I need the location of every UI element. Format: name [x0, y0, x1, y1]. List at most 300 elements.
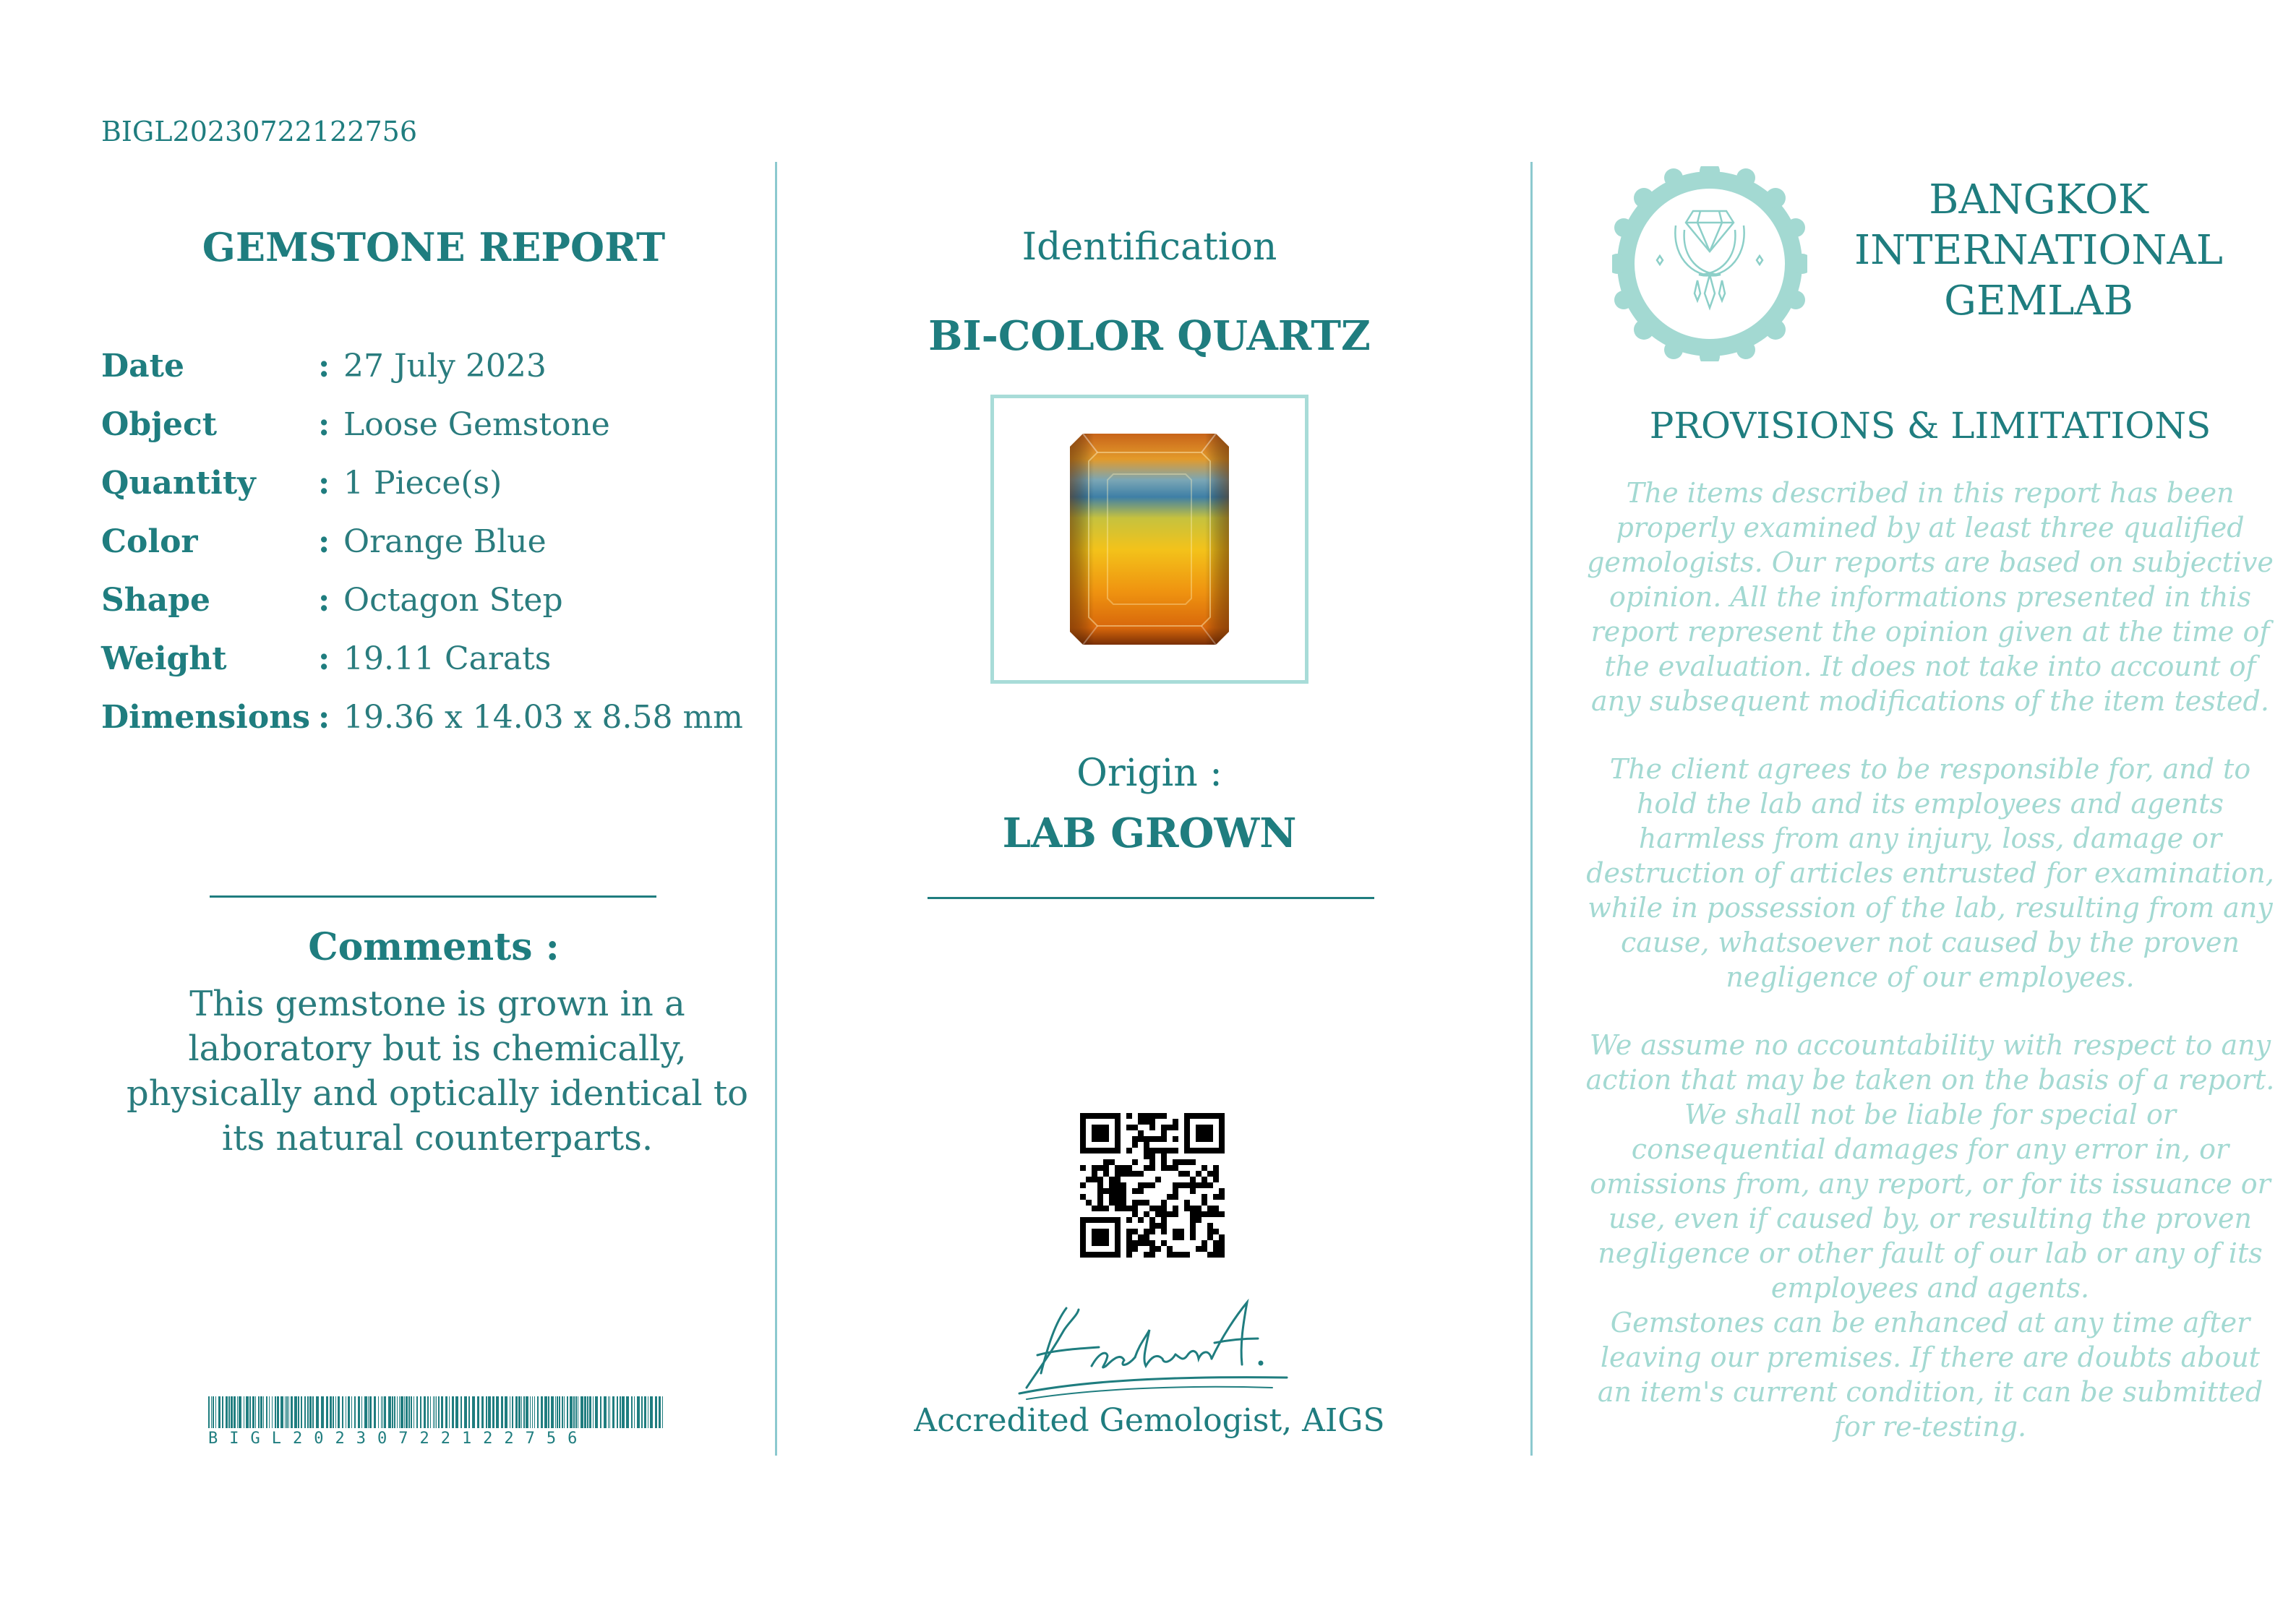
qr-module	[1115, 1182, 1121, 1188]
field-value: 19.11 Carats	[343, 640, 552, 677]
qr-module	[1149, 1252, 1155, 1258]
barcode-bar	[369, 1396, 372, 1428]
qr-module	[1115, 1171, 1121, 1177]
field-separator: :	[318, 348, 330, 384]
barcode-bar	[637, 1396, 640, 1428]
qr-module	[1190, 1188, 1196, 1194]
qr-module	[1201, 1177, 1207, 1182]
barcode-bar	[404, 1396, 405, 1428]
barcode-bar	[441, 1396, 443, 1428]
barcode-bar	[496, 1396, 499, 1428]
qr-module	[1149, 1240, 1155, 1246]
qr-module	[1138, 1200, 1144, 1206]
qr-module	[1126, 1252, 1132, 1258]
qr-module	[1121, 1182, 1126, 1188]
barcode-bar	[309, 1396, 312, 1428]
qr-module	[1144, 1136, 1149, 1142]
qr-module	[1138, 1119, 1144, 1125]
barcode-bar	[394, 1396, 395, 1428]
barcode-text: BIGL20230722122756	[208, 1430, 589, 1448]
qr-module	[1092, 1165, 1097, 1171]
qr-module	[1167, 1125, 1173, 1130]
qr-module	[1155, 1136, 1161, 1142]
qr-module	[1201, 1200, 1207, 1206]
qr-module	[1178, 1171, 1184, 1177]
qr-module	[1196, 1182, 1201, 1188]
barcode-bar	[213, 1396, 214, 1428]
barcode-bar	[481, 1396, 484, 1428]
qr-module	[1219, 1188, 1225, 1194]
qr-module	[1155, 1148, 1161, 1153]
barcode-bar	[301, 1396, 302, 1428]
qr-module	[1138, 1136, 1144, 1142]
qr-module	[1115, 1194, 1121, 1200]
barcode-bar	[208, 1396, 210, 1428]
barcode-bar	[544, 1396, 547, 1428]
barcode-bar	[280, 1396, 283, 1428]
barcode-bar	[368, 1396, 369, 1428]
barcode-bar	[226, 1396, 228, 1428]
barcode-bar	[523, 1396, 525, 1428]
qr-module	[1132, 1206, 1138, 1211]
barcode-bar	[298, 1396, 299, 1428]
qr-module	[1190, 1211, 1196, 1217]
qr-module	[1161, 1165, 1167, 1171]
qr-module	[1161, 1113, 1167, 1119]
qr-module	[1149, 1153, 1155, 1159]
barcode-bar	[269, 1396, 270, 1428]
qr-module	[1161, 1211, 1167, 1217]
qr-module	[1213, 1177, 1219, 1182]
barcode-bar	[655, 1396, 657, 1428]
barcode-bar	[215, 1396, 216, 1428]
barcode-bar	[445, 1396, 447, 1428]
qr-module	[1213, 1171, 1219, 1177]
qr-module	[1138, 1217, 1144, 1223]
qr-module	[1161, 1125, 1167, 1130]
qr-module	[1196, 1171, 1201, 1177]
barcode-bar	[557, 1396, 558, 1428]
qr-module	[1196, 1206, 1201, 1211]
field-row-quantity	[101, 462, 502, 505]
qr-module	[1080, 1194, 1086, 1200]
barcode-bar	[400, 1396, 403, 1428]
barcode-bar	[260, 1396, 262, 1428]
barcode-bar	[424, 1396, 426, 1428]
barcode-bar	[397, 1396, 398, 1428]
barcode-bar	[617, 1396, 618, 1428]
barcode-bar	[492, 1396, 494, 1428]
barcode-bar	[512, 1396, 513, 1428]
barcode-bar	[342, 1396, 343, 1428]
qr-module	[1167, 1148, 1173, 1153]
qr-module	[1190, 1217, 1196, 1223]
barcode-bar	[416, 1396, 418, 1428]
comments-divider	[210, 895, 656, 898]
qr-module	[1144, 1153, 1149, 1159]
barcode-bar	[388, 1396, 391, 1428]
qr-module	[1144, 1240, 1149, 1246]
qr-module	[1155, 1206, 1161, 1211]
qr-module	[1219, 1234, 1225, 1240]
qr-module	[1144, 1211, 1149, 1217]
qr-module	[1149, 1217, 1155, 1223]
barcode-bar	[420, 1396, 421, 1428]
barcode-bar	[211, 1396, 212, 1428]
qr-module	[1201, 1165, 1207, 1171]
qr-module	[1121, 1188, 1126, 1194]
qr-module	[1138, 1171, 1144, 1177]
qr-module	[1132, 1229, 1138, 1234]
qr-module	[1213, 1211, 1219, 1217]
qr-module	[1121, 1194, 1126, 1200]
barcode-bar	[608, 1396, 609, 1428]
qr-module	[1149, 1246, 1155, 1252]
barcode-bar	[455, 1396, 458, 1428]
qr-module	[1190, 1159, 1196, 1165]
barcode-bar	[584, 1396, 586, 1428]
barcode-bar	[408, 1396, 410, 1428]
qr-module	[1167, 1165, 1173, 1171]
qr-module	[1109, 1188, 1115, 1194]
qr-module	[1173, 1229, 1178, 1234]
field-value: Loose Gemstone	[343, 406, 610, 443]
qr-module	[1132, 1125, 1138, 1130]
qr-module	[1207, 1234, 1213, 1240]
barcode-bar	[234, 1396, 236, 1428]
column-divider-left	[775, 162, 777, 1456]
barcode-bar	[620, 1396, 621, 1428]
qr-module	[1126, 1234, 1132, 1240]
field-separator: :	[318, 640, 330, 677]
qr-module	[1207, 1206, 1213, 1211]
qr-module	[1219, 1211, 1225, 1217]
qr-module	[1132, 1142, 1138, 1148]
origin-value: LAB GROWN	[1002, 809, 1297, 857]
gemologist-caption: Accredited Gemologist, AIGS	[914, 1402, 1385, 1439]
qr-module	[1173, 1159, 1178, 1165]
qr-module	[1207, 1229, 1213, 1234]
qr-module	[1121, 1206, 1126, 1211]
qr-module	[1201, 1182, 1207, 1188]
qr-module	[1161, 1229, 1167, 1234]
barcode-bar	[384, 1396, 386, 1428]
barcode-bar	[438, 1396, 440, 1428]
lab-name-line: BANGKOK	[1929, 176, 2149, 223]
qr-module	[1207, 1211, 1213, 1217]
barcode-bar	[581, 1396, 583, 1428]
comments-text: This gemstone is grown in a laboratory but is chemically, physically and optically identical to its natural counterparts.	[126, 984, 748, 1159]
qr-module	[1144, 1229, 1149, 1234]
qr-module	[1190, 1229, 1196, 1234]
qr-module	[1115, 1188, 1121, 1194]
qr-module	[1178, 1252, 1184, 1258]
qr-module	[1184, 1171, 1190, 1177]
qr-module	[1109, 1200, 1115, 1206]
barcode-bar	[555, 1396, 556, 1428]
barcode-bar	[626, 1396, 629, 1428]
barcode-bar	[464, 1396, 467, 1428]
barcode-bar	[634, 1396, 635, 1428]
signature	[998, 1286, 1301, 1402]
qr-module	[1086, 1200, 1092, 1206]
qr-module	[1173, 1136, 1178, 1142]
barcode-bar	[570, 1396, 573, 1428]
barcode-bar	[231, 1396, 233, 1428]
qr-module	[1086, 1177, 1092, 1182]
qr-module	[1190, 1182, 1196, 1188]
gemstone-image	[1063, 431, 1236, 648]
qr-module	[1103, 1206, 1109, 1211]
barcode-bar	[434, 1396, 435, 1428]
barcode-bar	[291, 1396, 293, 1428]
barcode-bar	[304, 1396, 306, 1428]
qr-module	[1178, 1159, 1184, 1165]
qr-module	[1173, 1182, 1178, 1188]
identification-label: Identification	[1021, 225, 1277, 269]
qr-module	[1155, 1113, 1161, 1119]
qr-module	[1138, 1113, 1144, 1119]
field-label: Date	[101, 348, 184, 384]
barcode-bar	[505, 1396, 507, 1428]
qr-module	[1196, 1246, 1201, 1252]
barcode-bar	[275, 1396, 276, 1428]
barcode-bar	[307, 1396, 309, 1428]
qr-module	[1155, 1211, 1161, 1217]
barcode-bar	[477, 1396, 479, 1428]
barcode-bar	[562, 1396, 563, 1428]
field-value: Orange Blue	[343, 523, 547, 560]
barcode-bar	[378, 1396, 379, 1428]
qr-module	[1132, 1211, 1138, 1217]
lab-name-line: INTERNATIONAL	[1854, 227, 2223, 274]
barcode-bar	[333, 1396, 334, 1428]
barcode-bar	[551, 1396, 554, 1428]
qr-module	[1184, 1252, 1190, 1258]
barcode-bar	[252, 1396, 254, 1428]
qr-module	[1144, 1113, 1149, 1119]
qr-module	[1138, 1240, 1144, 1246]
qr-module	[1144, 1200, 1149, 1206]
field-label: Quantity	[101, 465, 256, 502]
qr-module	[1213, 1165, 1219, 1171]
qr-code	[1080, 1113, 1225, 1258]
qr-module	[1161, 1130, 1167, 1136]
field-row-object	[101, 403, 610, 447]
field-value: Octagon Step	[343, 582, 563, 619]
barcode-bar	[218, 1396, 220, 1428]
barcode-bar	[501, 1396, 503, 1428]
barcode-bar	[575, 1396, 577, 1428]
qr-module	[1097, 1188, 1103, 1194]
qr-module	[1173, 1211, 1178, 1217]
qr-module	[1115, 1206, 1121, 1211]
field-label: Dimensions	[101, 699, 311, 736]
qr-module	[1149, 1113, 1155, 1119]
qr-module	[1121, 1200, 1126, 1206]
qr-module	[1097, 1177, 1103, 1182]
comments-title: Comments :	[308, 925, 560, 969]
barcode-bar	[532, 1396, 533, 1428]
barcode-bar	[518, 1396, 521, 1428]
field-separator: :	[318, 465, 330, 502]
report-number: BIGL20230722122756	[101, 116, 417, 147]
barcode-bar	[222, 1396, 223, 1428]
qr-module	[1219, 1194, 1225, 1200]
qr-module	[1190, 1206, 1196, 1211]
qr-module	[1213, 1206, 1219, 1211]
qr-module	[1109, 1194, 1115, 1200]
qr-module	[1126, 1113, 1132, 1119]
qr-module	[1126, 1240, 1132, 1246]
qr-module	[1184, 1206, 1190, 1211]
qr-module	[1126, 1148, 1132, 1153]
barcode-bar	[641, 1396, 643, 1428]
provisions-paragraph: We assume no accountability with respect to any action that may be taken on the basis of a report. We shall not be liable for special or consequential damages for any error in, or omissions from, any report, or for its issuance or use, even if caused by, or resulting the proven negligence or other fault of our lab or any of its employees and agents.	[1585, 1029, 2275, 1304]
qr-module	[1132, 1136, 1138, 1142]
qr-module	[1132, 1246, 1138, 1252]
qr-module	[1161, 1153, 1167, 1159]
qr-module	[1126, 1125, 1132, 1130]
qr-module	[1132, 1171, 1138, 1177]
qr-module	[1173, 1165, 1178, 1171]
qr-module	[1092, 1177, 1097, 1182]
qr-module	[1103, 1171, 1109, 1177]
barcode-bar	[433, 1396, 434, 1428]
barcode-bar	[609, 1396, 610, 1428]
qr-module	[1149, 1182, 1155, 1188]
barcode-bar	[312, 1396, 314, 1428]
qr-module	[1213, 1252, 1219, 1258]
barcode-bar	[436, 1396, 437, 1428]
qr-module	[1173, 1206, 1178, 1211]
qr-module	[1173, 1252, 1178, 1258]
qr-module	[1126, 1171, 1132, 1177]
qr-finder	[1092, 1125, 1109, 1142]
qr-module	[1173, 1119, 1178, 1125]
qr-module	[1173, 1125, 1178, 1130]
qr-module	[1184, 1200, 1190, 1206]
barcode-bar	[228, 1396, 230, 1428]
qr-module	[1144, 1165, 1149, 1171]
barcode-bar	[237, 1396, 238, 1428]
barcode-bar	[486, 1396, 487, 1428]
qr-module	[1138, 1182, 1144, 1188]
field-value: 1 Piece(s)	[343, 465, 502, 502]
barcode-bar	[382, 1396, 383, 1428]
barcode-bar	[258, 1396, 260, 1428]
qr-module	[1121, 1165, 1126, 1171]
qr-module	[1132, 1188, 1138, 1194]
qr-module	[1149, 1136, 1155, 1142]
qr-module	[1144, 1234, 1149, 1240]
qr-module	[1178, 1229, 1184, 1234]
barcode-bar	[392, 1396, 393, 1428]
barcode-bar	[662, 1396, 663, 1428]
barcode-bar	[354, 1396, 356, 1428]
barcode-bar	[612, 1396, 614, 1428]
barcode-bar	[604, 1396, 607, 1428]
qr-module	[1207, 1252, 1213, 1258]
qr-module	[1201, 1240, 1207, 1246]
qr-module	[1161, 1217, 1167, 1223]
qr-module	[1149, 1229, 1155, 1234]
field-row-date	[101, 345, 547, 388]
barcode-bar	[338, 1396, 340, 1428]
barcode-bar	[537, 1396, 539, 1428]
qr-finder	[1092, 1229, 1109, 1246]
qr-module	[1144, 1142, 1149, 1148]
barcode-bar	[534, 1396, 535, 1428]
barcode-bar	[286, 1396, 288, 1428]
qr-module	[1173, 1188, 1178, 1194]
qr-module	[1161, 1206, 1167, 1211]
qr-module	[1196, 1211, 1201, 1217]
qr-module	[1201, 1211, 1207, 1217]
field-row-weight	[101, 637, 551, 681]
barcode-bar	[595, 1396, 598, 1428]
qr-module	[1121, 1171, 1126, 1177]
barcode-bar	[411, 1396, 412, 1428]
origin-divider	[928, 897, 1374, 899]
qr-module	[1173, 1148, 1178, 1153]
barcode-bar	[526, 1396, 528, 1428]
qr-module	[1126, 1206, 1132, 1211]
barcode-bar	[541, 1396, 543, 1428]
qr-module	[1132, 1200, 1138, 1206]
field-separator: :	[318, 699, 330, 736]
barcode-bar	[622, 1396, 625, 1428]
origin-label: Origin :	[1076, 752, 1222, 795]
barcode-bar	[399, 1396, 400, 1428]
qr-module	[1126, 1217, 1132, 1223]
barcode-bar	[361, 1396, 362, 1428]
barcode-bar	[593, 1396, 594, 1428]
qr-module	[1138, 1234, 1144, 1240]
barcode-bar	[316, 1396, 319, 1428]
barcode-bar	[272, 1396, 273, 1428]
qr-module	[1115, 1165, 1121, 1171]
qr-module	[1213, 1194, 1219, 1200]
qr-module	[1138, 1188, 1144, 1194]
barcode-bar	[573, 1396, 575, 1428]
field-label: Shape	[101, 582, 211, 619]
qr-module	[1103, 1188, 1109, 1194]
qr-module	[1149, 1125, 1155, 1130]
barcode-bar	[427, 1396, 429, 1428]
qr-module	[1126, 1165, 1132, 1171]
lab-name-line: GEMLAB	[1944, 278, 2133, 325]
qr-module	[1178, 1182, 1184, 1188]
qr-module	[1201, 1246, 1207, 1252]
barcode-bar	[515, 1396, 518, 1428]
qr-module	[1201, 1194, 1207, 1200]
field-row-dimensions	[101, 696, 743, 739]
qr-module	[1213, 1240, 1219, 1246]
qr-module	[1190, 1234, 1196, 1240]
barcode-bar	[335, 1396, 336, 1428]
field-row-shape	[101, 579, 563, 622]
qr-module	[1219, 1246, 1225, 1252]
field-separator: :	[318, 523, 330, 560]
qr-module	[1149, 1206, 1155, 1211]
field-value: 19.36 x 14.03 x 8.58 mm	[343, 699, 743, 736]
barcode-bar	[564, 1396, 565, 1428]
qr-module	[1149, 1159, 1155, 1165]
gemstone-name: BI-COLOR QUARTZ	[928, 312, 1371, 360]
qr-module	[1103, 1165, 1109, 1171]
qr-module	[1126, 1229, 1132, 1234]
